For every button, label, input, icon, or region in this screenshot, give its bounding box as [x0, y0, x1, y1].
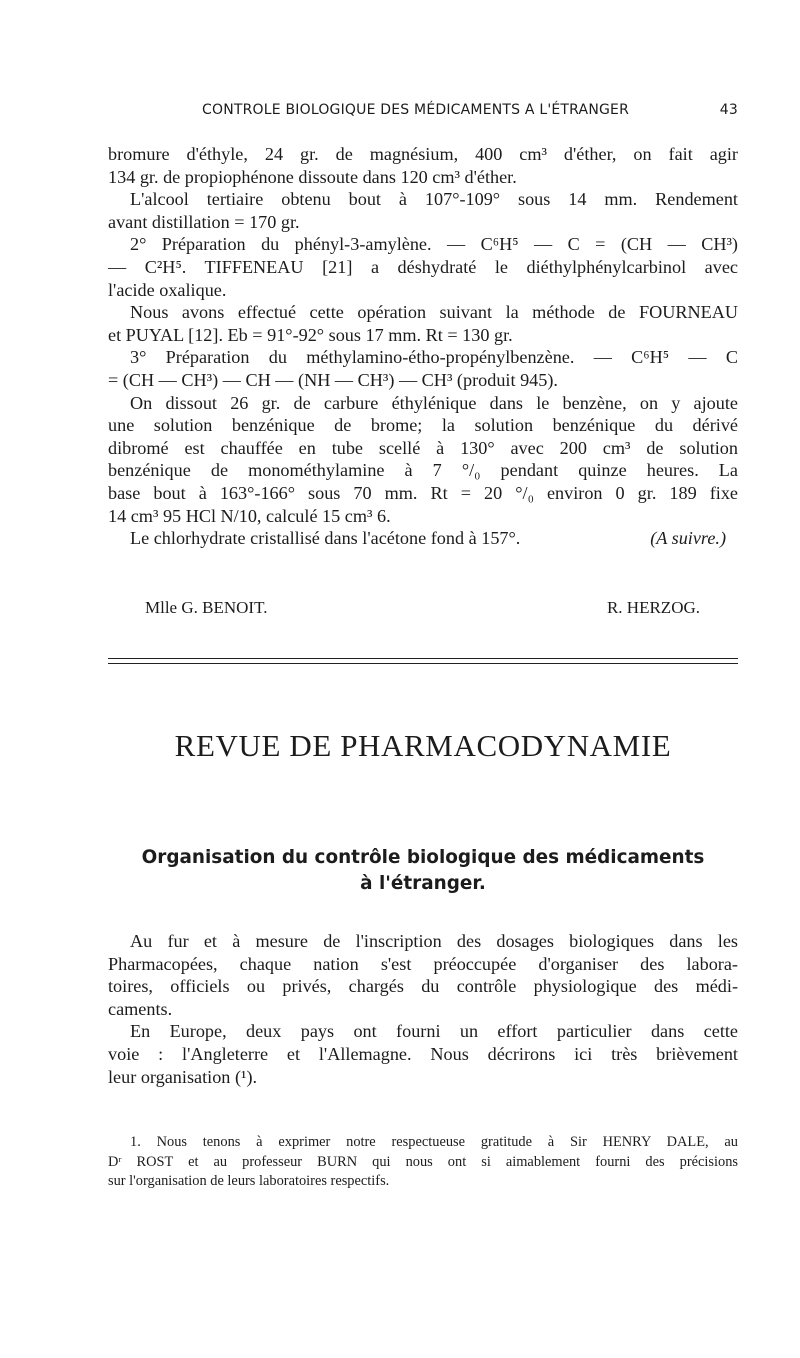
section-divider-top	[108, 658, 738, 659]
text-line: On dissout 26 gr. de carbure éthylénique dans le benzène, on y ajoute	[130, 392, 738, 413]
author-signatures	[145, 598, 700, 622]
footnote-line: Dʳ ROST et au professeur BURN qui nous ont si aimablement fourni des précisions	[108, 1153, 738, 1170]
running-title: CONTROLE BIOLOGIQUE DES MÉDICAMENTS A L'ÉTRANGER	[202, 102, 630, 118]
a-suivre-note: (A suivre.)	[650, 528, 726, 549]
footnote-line: 1. Nous tenons à exprimer notre respectueuse gratitude à Sir HENRY DALE, au	[130, 1134, 738, 1150]
text-line: bromure d'éthyle, 24 gr. de magnésium, 400 cm³ d'éther, on fait agir	[108, 144, 738, 164]
body-paragraphs	[108, 930, 738, 1088]
text-line: dibromé est chauffée en tube scellé à 130° avec 200 cm³ de solution	[108, 437, 738, 458]
author-left: Mlle G. BENOIT.	[145, 598, 268, 617]
article-title-line: Organisation du contrôle biologique des médicaments	[141, 847, 705, 868]
article-title	[108, 845, 738, 897]
text-line: — C²H⁵. TIFFENEAU [21] a déshydraté le diéthylphénylcarbinol avec	[108, 256, 738, 277]
text-line: voie : l'Angleterre et l'Allemagne. Nous décrirons ici très brièvement	[108, 1043, 738, 1064]
closing-sentence: Le chlorhydrate cristallisé dans l'acétone fond à 157°.	[130, 528, 521, 549]
footnote	[108, 1133, 738, 1192]
text-line: caments.	[108, 998, 173, 1019]
author-right: R. HERZOG.	[606, 598, 700, 617]
text-line: l'acide oxalique.	[108, 279, 227, 300]
text-line: base bout à 163°-166° sous 70 mm. Rt = 20 °/₀ environ 0 gr. 189 fixe	[108, 482, 738, 503]
text-line: 14 cm³ 95 HCl N/10, calculé 15 cm³ 6.	[108, 505, 391, 526]
text-line: 134 gr. de propiophénone dissoute dans 120 cm³ d'éther.	[108, 166, 517, 187]
text-line: avant distillation = 170 gr.	[108, 211, 300, 232]
article-title-line: à l'étranger.	[360, 873, 486, 894]
text-line: 2° Préparation du phényl-3-amylène. — C⁶H⁵ — C = (CH — CH³)	[130, 234, 738, 255]
top-paragraphs	[108, 143, 738, 550]
text-line: Au fur et à mesure de l'inscription des dosages biologiques dans les	[130, 931, 738, 951]
text-line: = (CH — CH³) — CH — (NH — CH³) — CH³ (produit 945).	[108, 369, 558, 390]
footnote-line: sur l'organisation de leurs laboratoires respectifs.	[108, 1173, 390, 1189]
section-title: REVUE DE PHARMACODYNAMIE	[174, 728, 672, 763]
text-line: En Europe, deux pays ont fourni un effort particulier dans cette	[130, 1021, 738, 1042]
page-number: 43	[719, 102, 738, 118]
text-line: 3° Préparation du méthylamino-étho-propénylbenzène. — C⁶H⁵ — C	[130, 347, 738, 368]
text-line: et PUYAL [12]. Eb = 91°-92° sous 17 mm. Rt = 130 gr.	[108, 324, 513, 345]
text-line: Nous avons effectué cette opération suivant la méthode de FOURNEAU	[130, 302, 738, 323]
text-line: Pharmacopées, chaque nation s'est préoccupée d'organiser des labora-	[108, 953, 738, 974]
text-line: une solution benzénique de brome; la solution benzénique du dérivé	[108, 415, 738, 436]
text-line: benzénique de monométhylamine à 7 °/₀ pendant quinze heures. La	[108, 460, 738, 481]
text-line: toires, officiels ou privés, chargés du contrôle physiologique des médi-	[108, 976, 738, 997]
text-line: leur organisation (¹).	[108, 1066, 258, 1087]
running-header	[108, 102, 738, 126]
section-divider-bottom	[108, 663, 738, 664]
closing-line	[108, 527, 738, 550]
text-line: L'alcool tertiaire obtenu bout à 107°-109° sous 14 mm. Rendement	[130, 189, 738, 210]
